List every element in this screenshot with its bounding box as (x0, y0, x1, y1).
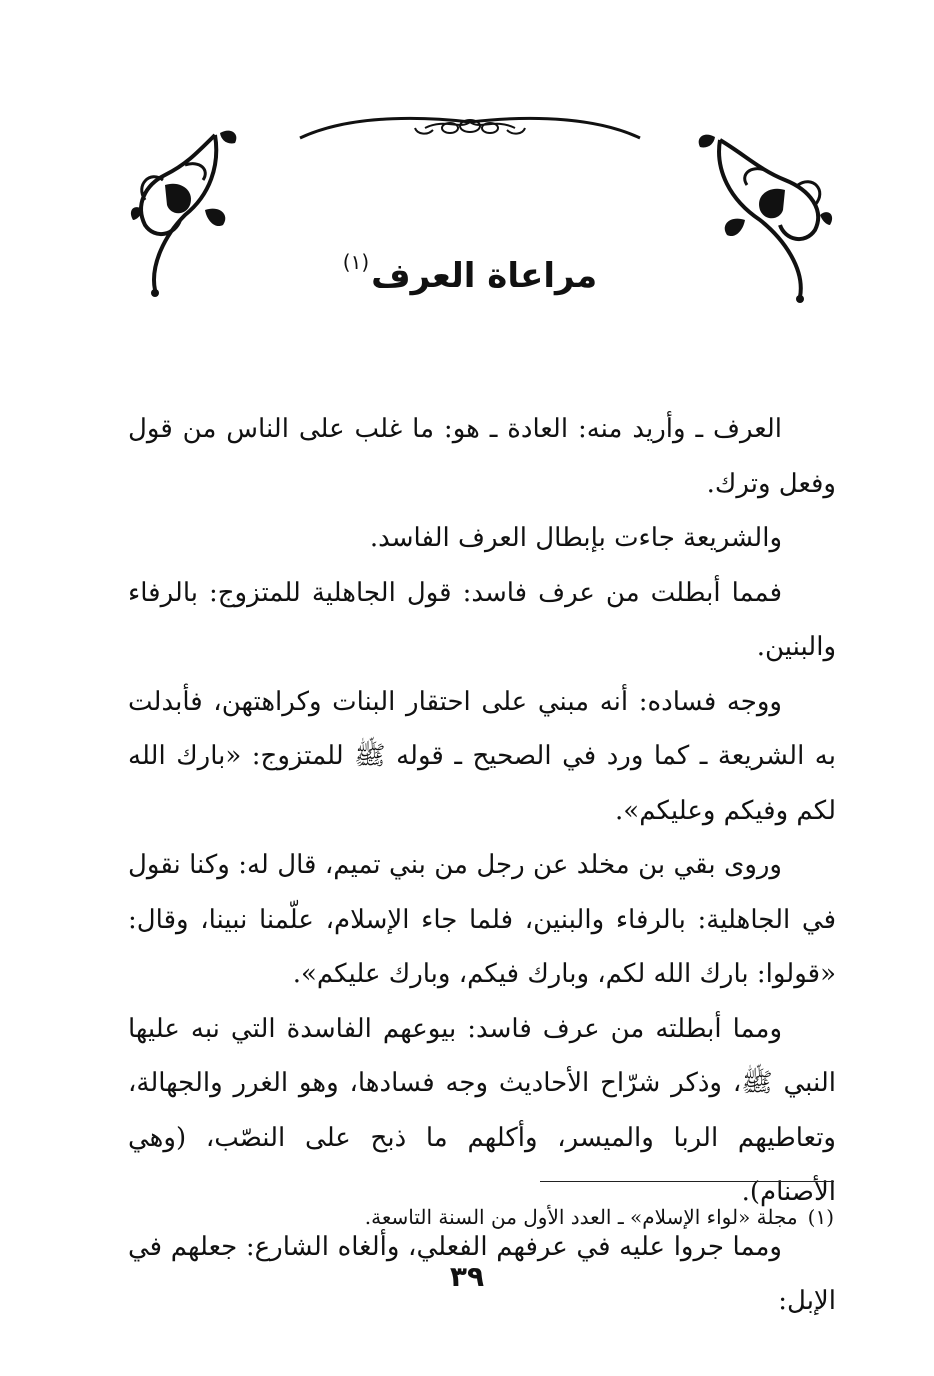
chapter-title (260, 232, 680, 306)
right-floral-corner-icon (690, 125, 840, 305)
page-number: ٣٩ (449, 1260, 485, 1293)
footnote-text: مجلة «لواء الإسلام» ـ العدد الأول من السنة التاسعة. (364, 1205, 798, 1229)
chapter-title-text: مراعاة العرف (371, 256, 598, 296)
left-floral-corner-icon (125, 125, 250, 300)
footnote-number: (١) (807, 1205, 834, 1229)
paragraph-definition: العرف ـ وأريد منه: العادة ـ هو: ما غلب على الناس من قول وفعل وترك. (128, 414, 836, 499)
footnote (200, 1200, 834, 1234)
top-scroll-ornament-icon (295, 108, 645, 144)
footnote-divider (540, 1181, 834, 1182)
paragraph-narration: وروى بقي بن مخلد عن رجل من بني تميم، قال له: وكنا نقول في الجاهلية: بالرفاء والبنين، فلما جاء الإسلام، علّمنا نبينا، وقال: «قولوا: بارك الله لكم، وبارك فيكم، وبارك عليكم». (128, 850, 836, 989)
paragraph-sales: ومما أبطلته من عرف فاسد: بيوعهم الفاسدة التي نبه عليها النبي ﷺ، وذكر شرّاح الأحاديث وجه فسادها، وهو الغرر والجهالة، وتعاطيهم الربا والميسر، وأكلهم ما ذبح على النصّب، (وهي الأصنام). (128, 1013, 836, 1207)
paragraph-abolished-custom: فمما أبطلت من عرف فاسد: قول الجاهلية للمتزوج: بالرفاء والبنين. (128, 577, 836, 662)
paragraph-sharia: والشريعة جاءت بإبطال العرف الفاسد. (369, 523, 782, 553)
paragraph-camels: ومما جروا عليه في عرفهم الفعلي، وألغاه الشارع: جعلهم في الإبل: (128, 1231, 836, 1316)
body-text (128, 402, 836, 1329)
title-footnote-marker: (١) (342, 250, 370, 274)
paragraph-reason: ووجه فساده: أنه مبني على احتقار البنات وكراهتهن، فأبدلت به الشريعة ـ كما ورد في الصحيح ـ قوله ﷺ للمتزوج: «بارك الله لكم وفيكم وعليكم». (128, 686, 836, 826)
